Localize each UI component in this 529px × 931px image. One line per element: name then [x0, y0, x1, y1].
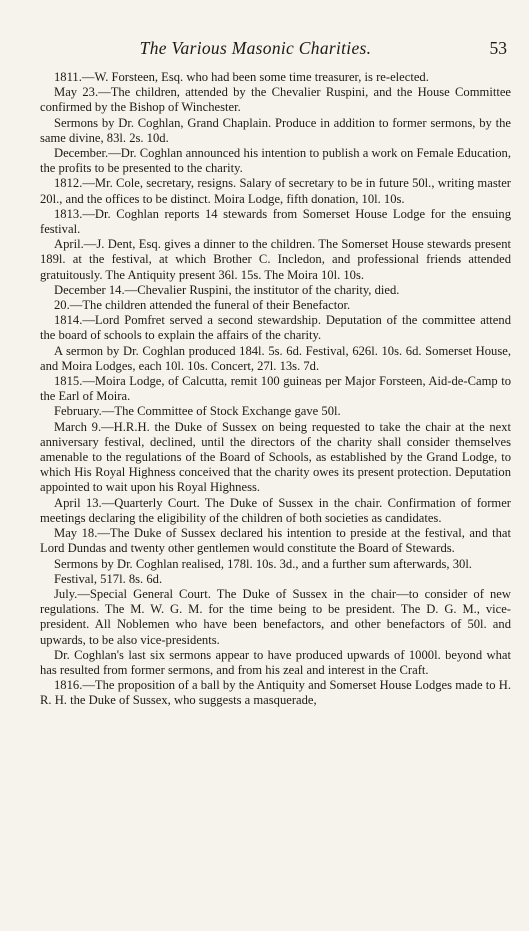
paragraph: March 9.—H.R.H. the Duke of Sussex on being requested to take the chair at the next anniversary festival, declined, until the directors of the charity shall consider themselves amenable to the regulations of the Board of Schools, as established by the Grand Lodge, to which His Royal Highness conceived that the charity owes its present protection. Deputation appointed to wait upon his Royal Highness.: [40, 419, 511, 495]
paragraph: December 14.—Chevalier Ruspini, the institutor of the charity, died.: [54, 282, 400, 297]
paragraph: April 13.—Quarterly Court. The Duke of Sussex in the chair. Confirmation of former meetings declaring the eligibility of the children of both societies as candidates.: [40, 495, 511, 525]
paragraph: May 23.—The children, attended by the Chevalier Ruspini, and the House Committee confirmed by the Bishop of Winchester.: [40, 85, 511, 115]
running-title: The Various Masonic Charities.: [139, 38, 372, 58]
paragraph: A sermon by Dr. Coghlan produced 184l. 5s. 6d. Festival, 626l. 10s. 6d. Somerset House, and Moira Lodges, each 10l. 10s. Concert, 27l. 13s. 7d.: [40, 343, 511, 373]
paragraph: Festival, 517l. 8s. 6d.: [54, 571, 163, 586]
paragraph: 1815.—Moira Lodge, of Calcutta, remit 100 guineas per Major Forsteen, Aid-de-Camp to the Earl of Moira.: [40, 374, 511, 404]
paragraph: 1812.—Mr. Cole, secretary, resigns. Salary of secretary to be in future 50l., writing master 20l., and the offices to be distinct. Moira Lodge, fifth donation, 10l. 10s.: [40, 176, 511, 206]
paragraph: 1813.—Dr. Coghlan reports 14 stewards from Somerset House Lodge for the ensuing festival.: [40, 206, 511, 237]
paragraph: 1814.—Lord Pomfret served a second stewardship. Deputation of the committee attend the board of schools to explain the affairs of the charity.: [40, 313, 511, 343]
paragraph: Sermons by Dr. Coghlan realised, 178l. 10s. 3d., and a further sum afterwards, 30l.: [54, 556, 472, 571]
paragraph: 1811.—W. Forsteen, Esq. who had been some time treasurer, is re-elected.: [54, 70, 429, 84]
page-header: [40, 38, 511, 60]
paragraph: April.—J. Dent, Esq. gives a dinner to the children. The Somerset House stewards present 189l. at the festival, at which Brother C. Incledon, and professional friends attended gratuitously. The Antiquity present 36l. 15s. The Moira 10l. 10s.: [40, 237, 511, 282]
paragraph: 1816.—The proposition of a ball by the Antiquity and Somerset House Lodges made to H. R. H. the Duke of Sussex, who suggests a masquerade,: [40, 678, 511, 708]
paragraph: 20.—The children attended the funeral of their Benefactor.: [54, 298, 351, 313]
page-number: 53: [489, 38, 507, 58]
paragraph: December.—Dr. Coghlan announced his intention to publish a work on Female Education, the profits to be presented to the charity.: [40, 146, 511, 176]
paragraph: Sermons by Dr. Coghlan, Grand Chaplain. Produce in addition to former sermons, by the same divine, 83l. 2s. 10d.: [40, 115, 511, 145]
body-text: [40, 70, 511, 709]
paragraph: July.—Special General Court. The Duke of Sussex in the chair—to consider of new regulations. The M. W. G. M. for the time being to be president. The D. G. M., vice-president. All Noblemen who have been benefactors, and other benefactors of 50l. and upwards, to be also vice-presidents.: [40, 586, 511, 647]
paragraph: May 18.—The Duke of Sussex declared his intention to preside at the festival, and that Lord Dundas and twenty other gentlemen would constitute the Board of Stewards.: [40, 526, 511, 556]
paragraph: Dr. Coghlan's last six sermons appear to have produced upwards of 1000l. beyond what has resulted from former sermons, and from his zeal and interest in the Craft.: [40, 647, 511, 677]
paragraph: February.—The Committee of Stock Exchange gave 50l.: [54, 404, 341, 419]
